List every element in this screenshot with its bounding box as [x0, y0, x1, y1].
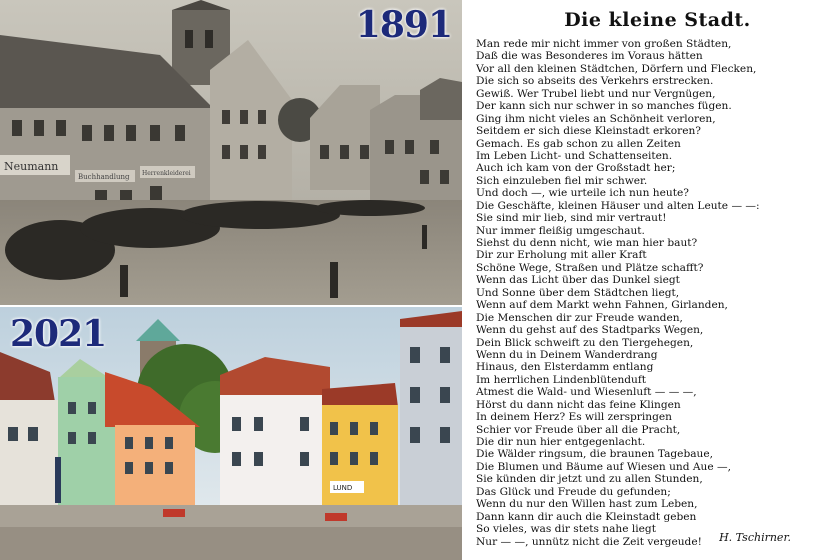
poem-line: Der kann sich nur schwer in so manches fügen. — [476, 100, 732, 113]
poem-line: So vieles, was dir stets nahe liegt — [476, 523, 656, 536]
poem-line: Die Menschen dir zur Freude wanden, — [476, 311, 683, 324]
poem-line: Die Geschäfte, kleinen Häuser und alten Leute — —: — [476, 199, 760, 212]
poem-line: Und Sonne über dem Städtchen liegt, — [476, 286, 680, 299]
poem-line: Vor all den kleinen Städtchen, Dörfern und Flecken, — [476, 62, 757, 75]
poem-line: Wenn du in Deinem Wanderdrang — [476, 348, 658, 361]
year-label-2021: 2021 — [10, 313, 107, 355]
shop-sign-herrenkleiderei: Herrenkleiderei — [142, 170, 191, 177]
poem-line: Siehst du denn nicht, wie man hier baut? — [476, 237, 698, 249]
poem-line: Sie künden dir jetzt und zu allen Stunden, — [476, 473, 703, 486]
poem-line: Schier vor Freude über all die Pracht, — [476, 423, 681, 436]
poem-column — [476, 8, 821, 556]
poem-line: Das Glück und Freude du gefunden; — [476, 485, 671, 498]
poem-line: Ging ihm nicht vieles an Schönheit verloren, — [476, 112, 716, 125]
poem-line: Nur — —, unnütz nicht die Zeit vergeude! — [476, 535, 702, 548]
poem-line: Wenn das Licht über das Dunkel siegt — [476, 274, 680, 287]
poem-line: Wenn du nur den Willen hast zum Leben, — [476, 498, 698, 511]
poem-line: Die dir nun hier entgegenlacht. — [476, 436, 646, 448]
poem-line: Die Blumen und Bäume auf Wiesen und Aue —, — [476, 460, 731, 473]
poem-line: Dann kann dir auch die Kleinstadt geben — [476, 510, 697, 523]
poem-line: Dir zur Erholung mit aller Kraft — [476, 249, 647, 262]
year-label-1891: 1891 — [355, 4, 452, 46]
poem-line: Man rede mir nicht immer von großen Städten, — [476, 38, 732, 50]
poem-line: Gewiß. Wer Trubel liebt und nur Vergnügen, — [476, 87, 716, 100]
shop-sign-neumann: Neumann — [4, 160, 59, 173]
poem-line: Die Wälder ringsum, die braunen Tagebaue, — [476, 448, 714, 461]
poem-line: Sich einzuleben fiel mir schwer. — [476, 174, 648, 187]
shop-sign-buchhandlung: Buchhandlung — [78, 173, 130, 181]
shop-sign-lund: LUND — [333, 484, 353, 492]
poem-line: In deinem Herz? Es will zerspringen — [476, 411, 672, 424]
poem-line: Im herrlichen Lindenblütenduft — [476, 373, 647, 386]
poem-line: Nur immer fleißig umgeschaut. — [476, 224, 645, 237]
modern-photo-2021 — [0, 307, 462, 560]
poem-line: Dein Blick schweift zu den Tiergehegen, — [476, 336, 694, 349]
poem-line: Gemach. Es gab schon zu allen Zeiten — [476, 137, 681, 150]
poem-line: Hörst du dann nicht das feine Klingen — [476, 398, 681, 411]
poem-line: Seitdem er sich diese Kleinstadt erkoren? — [476, 125, 701, 138]
poem-line: Wenn auf dem Markt wehn Fahnen, Girlanden, — [476, 299, 728, 312]
poem-line: Im Leben Licht- und Schattenseiten. — [476, 149, 673, 162]
poem-line: Auch ich kam von der Großstadt her; — [476, 162, 676, 175]
poem-line: Schöne Wege, Straßen und Plätze schafft? — [476, 261, 704, 274]
poem-line: Daß die was Besonderes im Voraus hätten — [476, 50, 703, 63]
poem-line: Atmest die Wald- und Wiesenluft — — —, — [476, 386, 697, 399]
historic-photo-1891 — [0, 0, 462, 305]
poem-line: Sie sind mir lieb, sind mir vertraut! — [476, 212, 667, 225]
poem-author: H. Tschirner. — [719, 531, 791, 544]
poem-line: Hinaus, den Elsterdamm entlang — [476, 361, 654, 374]
poem-line: Wenn du gehst auf des Stadtparks Wegen, — [476, 324, 704, 337]
poem-lines — [476, 38, 821, 548]
poem-line: Und doch —, wie urteile ich nun heute? — [476, 187, 689, 200]
poem-line: Die sich so abseits des Verkehrs erstrecken. — [476, 75, 714, 88]
poem-title: Die kleine Stadt. — [564, 9, 751, 31]
